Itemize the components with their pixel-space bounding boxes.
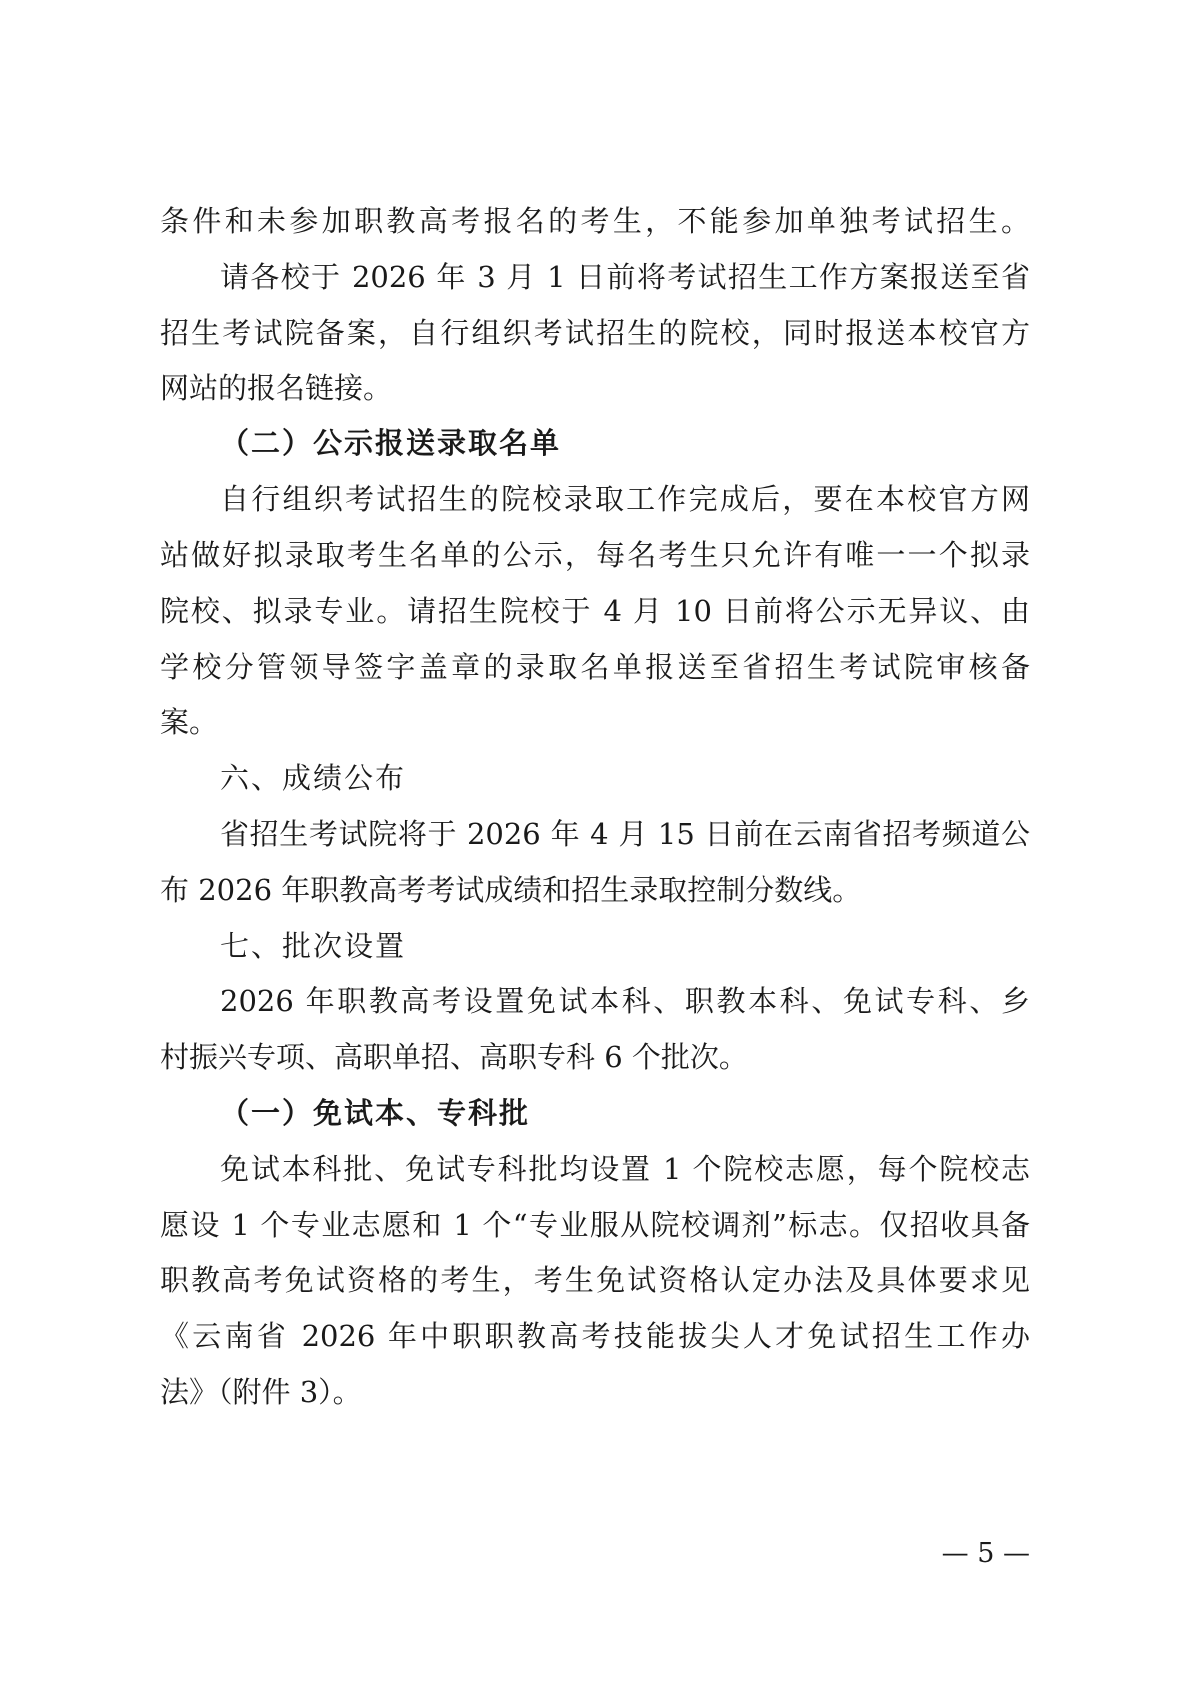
paragraph-line-13: 布 2026 年职教高考考试成绩和招生录取控制分数线。 xyxy=(160,873,862,907)
paragraph-line-19: 愿设 1 个专业志愿和 1 个“专业服从院校调剂”标志。仅招收具备 xyxy=(160,1208,1030,1242)
paragraph-line-10: 案。 xyxy=(160,705,219,739)
paragraph-line-1: 条件和未参加职教高考报名的考生，不能参加单独考试招生。 xyxy=(160,204,1030,238)
paragraph-line-3: 招生考试院备案，自行组织考试招生的院校，同时报送本校官方 xyxy=(160,316,1030,350)
paragraph-line-18: 免试本科批、免试专科批均设置 1 个院校志愿，每个院校志 xyxy=(220,1152,1030,1186)
paragraph-line-8: 院校、拟录专业。请招生院校于 4 月 10 日前将公示无异议、由 xyxy=(160,594,1030,628)
section-heading-scores: 六、成绩公布 xyxy=(220,761,407,795)
paragraph-line-4: 网站的报名链接。 xyxy=(160,371,393,405)
paragraph-line-6: 自行组织考试招生的院校录取工作完成后，要在本校官方网 xyxy=(220,482,1030,516)
paragraph-line-2: 请各校于 2026 年 3 月 1 日前将考试招生工作方案报送至省 xyxy=(220,260,1030,294)
paragraph-line-7: 站做好拟录取考生名单的公示，每名考生只允许有唯一一个拟录 xyxy=(160,538,1030,572)
subheading-exempt-batch: （一）免试本、专科批 xyxy=(220,1096,531,1130)
paragraph-line-20: 职教高考免试资格的考生，考生免试资格认定办法及具体要求见 xyxy=(160,1263,1030,1297)
paragraph-line-12: 省招生考试院将于 2026 年 4 月 15 日前在云南省招考频道公 xyxy=(220,817,1030,851)
paragraph-line-22: 法》（附件 3）。 xyxy=(160,1375,362,1409)
paragraph-line-9: 学校分管领导签字盖章的录取名单报送至省招生考试院审核备 xyxy=(160,650,1030,684)
paragraph-line-21: 《云南省 2026 年中职职教高考技能拔尖人才免试招生工作办 xyxy=(160,1319,1030,1353)
section-heading-batches: 七、批次设置 xyxy=(220,929,407,963)
paragraph-line-15: 2026 年职教高考设置免试本科、职教本科、免试专科、乡 xyxy=(220,984,1030,1018)
subheading-publicity: （二）公示报送录取名单 xyxy=(220,426,562,460)
page-number: — 5 — xyxy=(941,1538,1030,1569)
paragraph-line-16: 村振兴专项、高职单招、高职专科 6 个批次。 xyxy=(160,1040,748,1074)
